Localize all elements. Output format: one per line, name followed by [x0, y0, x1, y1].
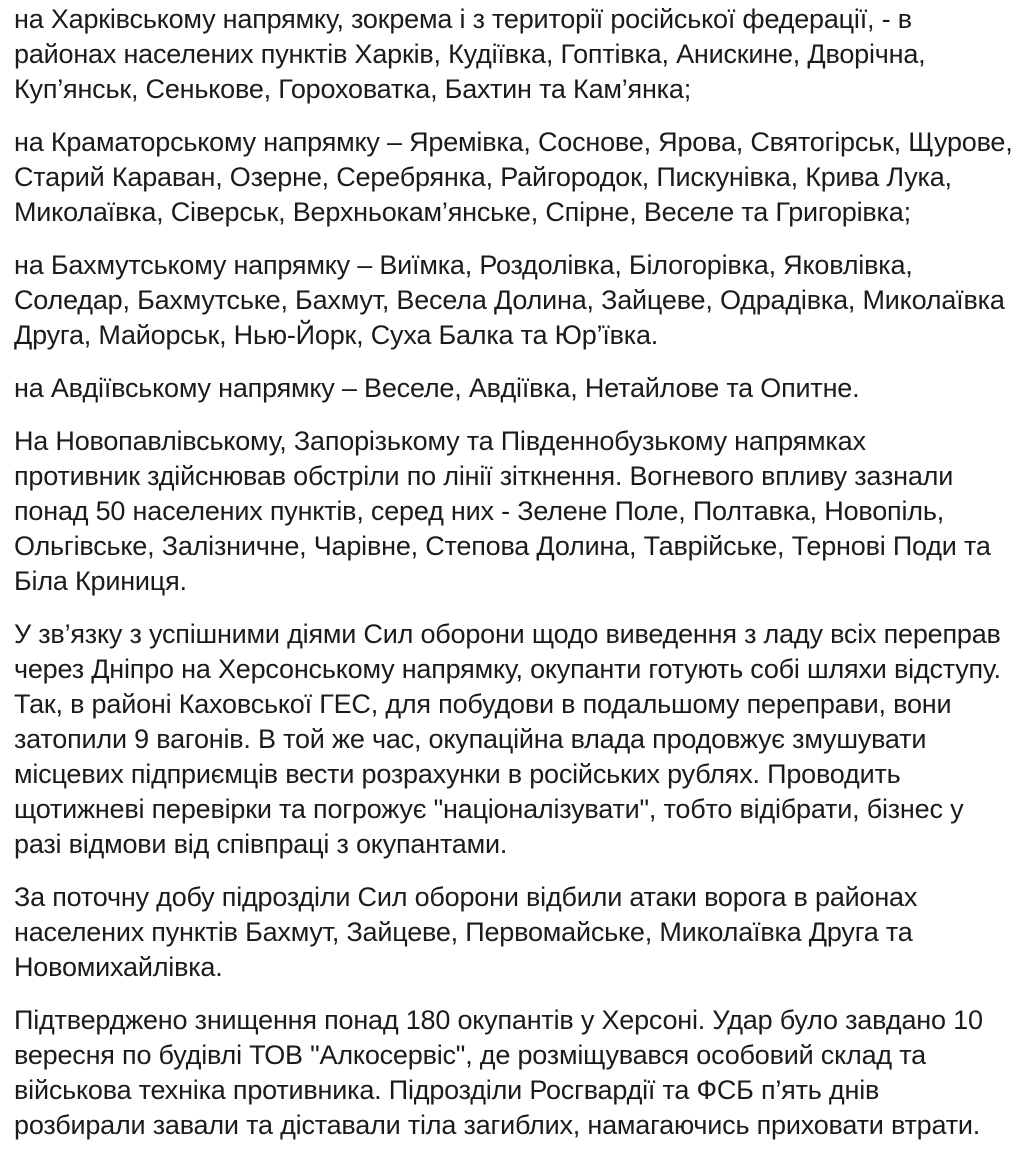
- text-line: Куп’янськ, Сенькове, Гороховатка, Бахтин та Кам’янка;: [14, 74, 692, 104]
- paragraph: [14, 248, 1026, 353]
- text-line: На Новопавлівському, Запорізькому та Південнобузькому напрямках: [14, 426, 866, 456]
- text-line: Соледар, Бахмутське, Бахмут, Весела Долина, Зайцеве, Одрадівка, Миколаївка: [14, 285, 1005, 315]
- text-line: У зв’язку з успішними діями Сил оборони щодо виведення з ладу всіх переправ: [14, 619, 1001, 649]
- text-line: Так, в районі Каховської ГЕС, для побудови в подальшому переправи, вони: [14, 689, 952, 719]
- text-line: на Краматорському напрямку – Яремівка, Соснове, Ярова, Святогірськ, Щурове,: [14, 127, 1013, 157]
- paragraph: [14, 880, 1026, 985]
- text-line: через Дніпро на Херсонському напрямку, окупанти готують собі шляхи відступу.: [14, 654, 1001, 684]
- text-line: місцевих підприємців вести розрахунки в російських рублях. Проводить: [14, 759, 901, 789]
- text-line: Друга, Майорськ, Нью-Йорк, Суха Балка та Юр’ївка.: [14, 320, 659, 350]
- text-line: Підтверджено знищення понад 180 окупантів у Херсоні. Удар було завдано 10: [14, 1005, 983, 1035]
- text-line: на Авдіївському напрямку – Веселе, Авдіївка, Нетайлове та Опитне.: [14, 373, 860, 403]
- text-line: затопили 9 вагонів. В той же час, окупаційна влада продовжує змушувати: [14, 724, 927, 754]
- text-line: військова техніка противника. Підрозділи Росгвардії та ФСБ п’ять днів: [14, 1075, 880, 1105]
- text-line: противник здійснював обстріли по лінії зіткнення. Вогневого впливу зазнали: [14, 461, 954, 491]
- paragraph: [14, 371, 1026, 406]
- text-line: районах населених пунктів Харків, Кудіївка, Гоптівка, Анискине, Дворічна,: [14, 39, 926, 69]
- paragraph: [14, 1003, 1026, 1143]
- text-line: Миколаївка, Сіверськ, Верхньокам’янське, Спірне, Веселе та Григорівка;: [14, 197, 911, 227]
- text-line: Новомихайлівка.: [14, 952, 223, 982]
- text-line: разі відмови від співпраці з окупантами.: [14, 829, 508, 859]
- text-line: населених пунктів Бахмут, Зайцеве, Первомайське, Миколаївка Друга та: [14, 917, 913, 947]
- paragraph: [14, 424, 1026, 599]
- text-line: вересня по будівлі ТОВ "Алкосервіс", де розміщувався особовий склад та: [14, 1040, 926, 1070]
- text-line: на Харківському напрямку, зокрема і з території російської федерації, - в: [14, 4, 912, 34]
- text-line: За поточну добу підрозділи Сил оборони відбили атаки ворога в районах: [14, 882, 918, 912]
- paragraph: [14, 2, 1026, 107]
- paragraph: [14, 617, 1026, 862]
- text-line: на Бахмутському напрямку – Виїмка, Роздолівка, Білогорівка, Яковлівка,: [14, 250, 913, 280]
- text-line: Біла Криниця.: [14, 566, 187, 596]
- text-line: розбирали завали та діставали тіла загиблих, намагаючись приховати втрати.: [14, 1110, 981, 1140]
- text-line: щотижневі перевірки та погрожує "націоналізувати", тобто відібрати, бізнес у: [14, 794, 964, 824]
- text-line: Ольгівське, Залізничне, Чарівне, Степова Долина, Таврійське, Тернові Поди та: [14, 531, 991, 561]
- text-line: Старий Караван, Озерне, Серебрянка, Райгородок, Пискунівка, Крива Лука,: [14, 162, 952, 192]
- paragraph: [14, 125, 1026, 230]
- text-line: понад 50 населених пунктів, серед них - Зелене Поле, Полтавка, Новопіль,: [14, 496, 944, 526]
